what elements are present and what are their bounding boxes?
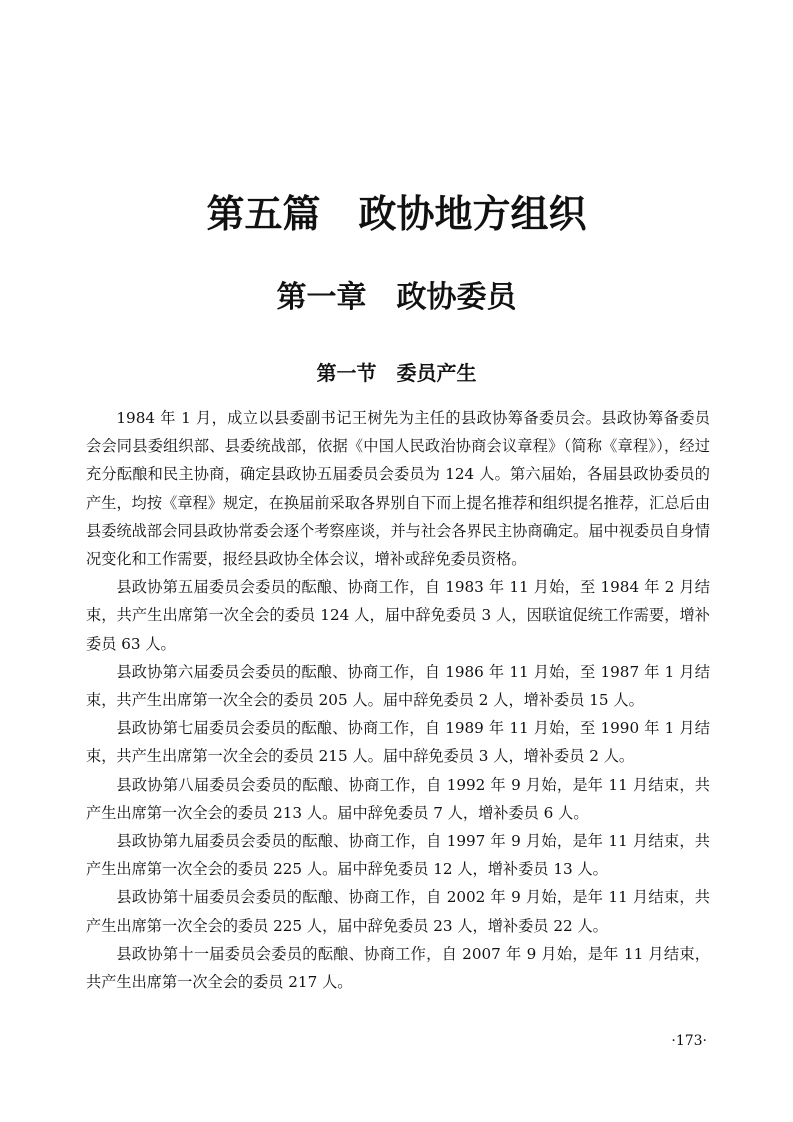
- body-text: [86, 404, 710, 996]
- part-title: 第五篇 政协地方组织: [206, 192, 587, 236]
- paragraph: 县政协第七届委员会委员的酝酿、协商工作，自 1989 年 11 月始，至 1990 年 1 月结束，共产生出席第一次全会的委员 215 人。届中辞免委员 3 人，增补委员 2 人。: [86, 719, 710, 766]
- paragraph: 县政协第六届委员会委员的酝酿、协商工作，自 1986 年 11 月始，至 1987 年 1 月结束，共产生出席第一次全会的委员 205 人。届中辞免委员 2 人，增补委员 15 人。: [86, 662, 710, 710]
- chapter-title: 第一章 政协委员: [276, 280, 517, 315]
- page-number: ·173·: [671, 1033, 707, 1049]
- paragraph: 县政协第十一届委员会委员的酝酿、协商工作，自 2007 年 9 月始，是年 11 月结束，共产生出席第一次全会的委员 217 人。: [86, 944, 710, 992]
- paragraph: 县政协第八届委员会委员的酝酿、协商工作，自 1992 年 9 月始，是年 11 月结束，共产生出席第一次全会的委员 213 人。届中辞免委员 7 人，增补委员 6 人。: [86, 775, 710, 822]
- paragraph: 1984 年 1 月，成立以县委副书记王树先为主任的县政协筹备委员会。县政协筹备委员会会同县委组织部、县委统战部，依据《中国人民政治协商会议章程》（简称《章程》），经过充分酝酿和民主协商，确定县政协五届委员会委员为 124 人。第六届始，各届县政协委员的产生，均按《章程》规定，在换届前采取各界别自下而上提名推荐和组织提名推荐，汇总后由县委统战部会同县政协常委会逐个考察座谈，并与社会各界民主协商确定。届中视委员自身情况变化和工作需要，报经县政协全体会议，增补或辞免委员资格。: [86, 409, 710, 569]
- paragraph: 县政协第十届委员会委员的酝酿、协商工作，自 2002 年 9 月始，是年 11 月结束，共产生出席第一次全会的委员 225 人，届中辞免委员 23 人，增补委员 22 人。: [86, 888, 710, 935]
- section-title: 第一节 委员产生: [316, 361, 477, 385]
- paragraph: 县政协第九届委员会委员的酝酿、协商工作，自 1997 年 9 月始，是年 11 月结束，共产生出席第一次全会的委员 225 人。届中辞免委员 12 人，增补委员 13 人。: [86, 832, 710, 879]
- paragraph: 县政协第五届委员会委员的酝酿、协商工作，自 1983 年 11 月始，至 1984 年 2 月结束，共产生出席第一次全会的委员 124 人，届中辞免委员 3 人，因联谊促统工作需要，增补委员 63 人。: [86, 578, 710, 653]
